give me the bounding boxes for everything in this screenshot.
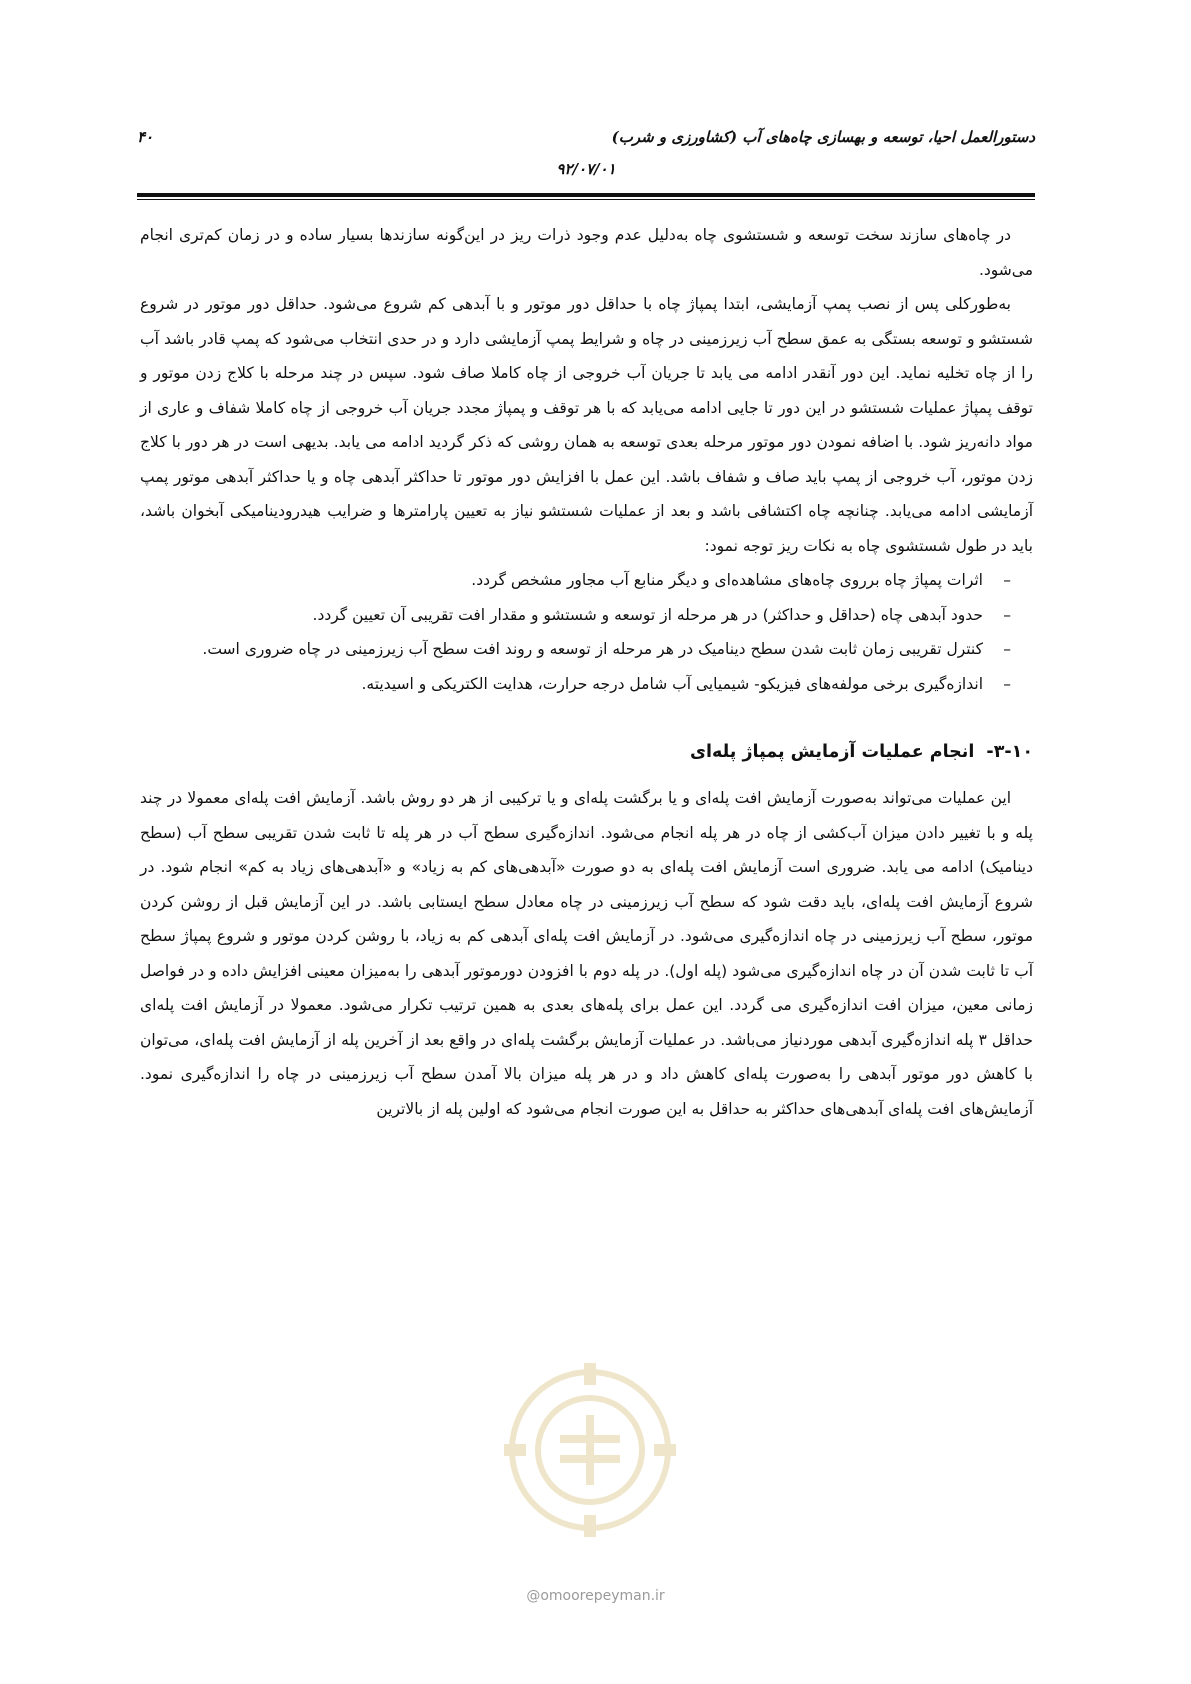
- header-rule-thin: [137, 199, 1035, 200]
- list-item-text: حدود آبدهی چاه (حداقل و حداکثر) در هر مرحله از توسعه و شستشو و مقدار افت تقریبی آن تعیین گردد.: [312, 605, 983, 624]
- bullet-marker: –: [1003, 640, 1011, 658]
- list-item: [140, 563, 1011, 598]
- bullet-marker: –: [1003, 605, 1011, 624]
- bullet-list: [140, 563, 1033, 701]
- list-item-text: اثرات پمپاژ چاه برروی چاه‌های مشاهده‌ای و دیگر منابع آب مجاور مشخص گردد.: [471, 571, 983, 589]
- list-item-text: اندازه‌گیری برخی مولفه‌های فیزیکو- شیمیایی آب شامل درجه حرارت، هدایت الکتریکی و اسیدیته.: [361, 674, 983, 693]
- body-text: [140, 218, 1033, 1126]
- list-item: [140, 598, 1011, 633]
- page-number: ۴۰: [137, 128, 154, 146]
- section-number: ۳-۱۰-: [986, 742, 1033, 762]
- bullet-marker: –: [1003, 571, 1011, 589]
- list-item-text: کنترل تقریبی زمان ثابت شدن سطح دینامیک در هر مرحله از توسعه و روند افت سطح آب زیرزمینی در چاه ضروری است.: [202, 640, 983, 658]
- watermark-text: @omoorepeyman.ir: [526, 1588, 665, 1604]
- header-title: دستورالعمل احیا، توسعه و بهسازی چاه‌های آب (کشاورزی و شرب): [611, 128, 1035, 146]
- list-item: [140, 632, 1011, 667]
- section-title: انجام عملیات آزمایش پمپاژ پله‌ای: [690, 742, 975, 762]
- paragraph-2: به‌طورکلی پس از نصب پمپ آزمایشی، ابتدا پمپاژ چاه با حداقل دور موتور و با آبدهی کم شروع می‌شود. حداقل دور موتور در شروع شستشو و توسعه بستگی به عمق سطح آب زیرزمینی در چاه و شرایط پمپ آزمایشی دارد و در حدی انتخاب می‌شود که پمپ قادر باشد آب را از چاه تخلیه نماید. این دور آنقدر ادامه می یابد تا جریان آب خروجی از چاه کاملا صاف شود. سپس در چند مرحله با کلاج زدن موتور و توقف پمپاژ عملیات شستشو در این دور تا جایی ادامه می‌یابد که با هر توقف و پمپاژ مجدد جریان آب خروجی از چاه کاملا شفاف و عاری از مواد دانه‌ریز شود. با اضافه نمودن دور موتور مرحله بعدی توسعه به همان روشی که ذکر گردید ادامه می یابد. بدیهی است در هر دور با کلاج زدن موتور، آب خروجی از پمپ باید صاف و شفاف باشد. این عمل با افزایش دور موتور تا حداکثر آبدهی چاه و یا حداکثر آبدهی موتور پمپ آزمایشی ادامه می‌یابد. چنانچه چاه اکتشافی باشد و بعد از عملیات شستشو نیاز به تعیین پارامترها و ضرایب هیدرودینامیکی آبخوان باشد، باید در طول شستشوی چاه به نکات ریز توجه نمود:: [140, 295, 1033, 555]
- paragraph-3: این عملیات می‌تواند به‌صورت آزمایش افت پله‌ای و یا برگشت پله‌ای و یا ترکیبی از هر دو روش باشد. آزمایش افت پله‌ای معمولا در چند پله و با تغییر دادن میزان آب‌کشی از چاه در هر پله انجام می‌شود. اندازه‌گیری سطح آب در هر پله تا ثابت شدن تقریبی سطح آب (سطح دینامیک) ادامه می یابد. ضروری است آزمایش افت پله‌ای به دو صورت «آبدهی‌های کم به زیاد» و «آبدهی‌های زیاد به کم» انجام شود. در شروع آزمایش افت پله‌ای، باید دقت شود که سطح آب زیرزمینی در چاه معادل سطح ایستابی باشد. در این آزمایش قبل از روشن کردن موتور، سطح آب زیرزمینی در چاه اندازه‌گیری می‌شود. در آزمایش افت پله‌ای آبدهی کم به زیاد، با روشن کردن موتور و شروع پمپاژ سطح آب تا ثابت شدن آن در چاه اندازه‌گیری می‌شود (پله اول). در پله دوم با افزودن دورموتور آبدهی را به‌میزان معینی افزایش داده و در فواصل زمانی معین، میزان افت اندازه‌گیری می گردد. این عمل برای پله‌های بعدی به همین ترتیب تکرار می‌شود. معمولا در آزمایش افت پله‌ای حداقل ۳ پله اندازه‌گیری آبدهی موردنیاز می‌باشد. در عملیات آزمایش برگشت پله‌ای در واقع بعد از آخرین پله از آزمایش افت پله‌ای، می‌توان با کاهش دور موتور آبدهی را به‌صورت پله‌ای کاهش داد و در هر پله میزان بالا آمدن سطح آب زیرزمینی در چاه را اندازه‌گیری نمود. آزمایش‌های افت پله‌ای آبدهی‌های حداکثر به حداقل به این صورت انجام می‌شود که اولین پله از بالاترین: [140, 789, 1033, 1118]
- bullet-marker: –: [1003, 674, 1011, 693]
- watermark-logo: [490, 1355, 690, 1545]
- header-rule-thick: [137, 193, 1035, 197]
- list-item: [140, 667, 1011, 702]
- header-date: ۹۲/۰۷/۰۱: [556, 160, 616, 178]
- paragraph-1: در چاه‌های سازند سخت توسعه و شستشوی چاه به‌دلیل عدم وجود ذرات ریز در این‌گونه سازندها بسیار ساده و در زمان کم‌تری انجام می‌شود.: [140, 226, 1033, 279]
- section-heading: [140, 737, 1033, 767]
